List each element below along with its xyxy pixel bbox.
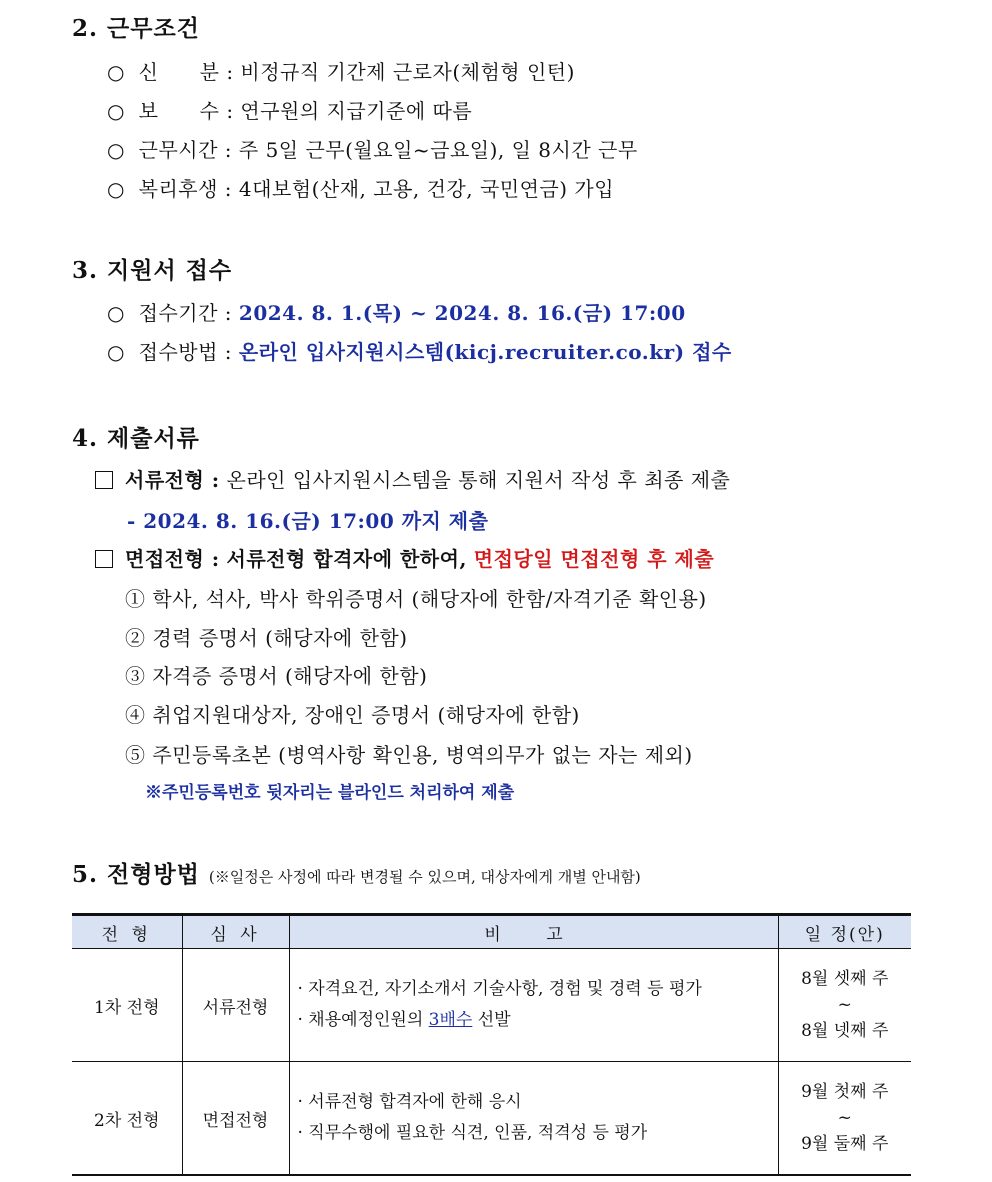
section-2-title: 2. 근무조건 <box>72 15 200 42</box>
circle-bullet-icon: ○ <box>107 177 125 201</box>
checkbox-icon <box>95 550 113 568</box>
section-5-header <box>72 856 641 889</box>
circle-bullet-icon: ○ <box>107 99 125 123</box>
schedule-sep: ~ <box>837 1108 852 1128</box>
list-item <box>107 56 575 85</box>
header-stage: 전 형 <box>72 915 182 949</box>
doc-deadline: - 2024. 8. 16.(금) 17:00 까지 제출 <box>127 509 489 533</box>
list-item: ④ 취업지원대상자, 장애인 증명서 (해당자에 한함) <box>125 703 580 727</box>
list-item: ① 학사, 석사, 박사 학위증명서 (해당자에 한함/자격기준 확인용) <box>125 587 707 611</box>
interview-red-text: 면접당일 면접전형 후 제출 <box>473 547 715 571</box>
header-review: 심 사 <box>182 915 289 949</box>
schedule-cell <box>778 949 911 1062</box>
doc-label: 서류전형 : <box>125 468 220 492</box>
circle-bullet-icon: ○ <box>107 60 125 84</box>
header-remarks: 비 고 <box>289 915 778 949</box>
work-hours: 근무시간 : 주 5일 근무(월요일~금요일), 일 8시간 근무 <box>138 138 638 162</box>
selection-table <box>72 913 911 1176</box>
remark-line <box>298 1005 777 1036</box>
interview-text: 서류전형 합격자에 한하여, <box>226 547 467 571</box>
table-row <box>72 1062 911 1176</box>
benefits: 복리후생 : 4대보험(산재, 고용, 건강, 국민연금) 가입 <box>138 177 615 201</box>
schedule-sep: ~ <box>837 995 852 1015</box>
doc-screening-row <box>95 464 730 493</box>
employment-type: 신 분 : 비정규직 기간제 근로자(체험형 인턴) <box>138 60 575 84</box>
remarks-cell <box>289 949 778 1062</box>
review-cell: 서류전형 <box>182 949 289 1062</box>
remark-pre: · 채용예정인원의 <box>297 1010 429 1030</box>
method-label: 접수방법 : <box>138 340 233 364</box>
list-item: ③ 자격증 증명서 (해당자에 한함) <box>125 664 428 688</box>
checkbox-icon <box>95 471 113 489</box>
section-3-title: 3. 지원서 접수 <box>72 257 233 284</box>
interview-label: 면접전형 : <box>125 547 220 571</box>
salary: 보 수 : 연구원의 지급기준에 따름 <box>138 99 473 123</box>
list-item <box>107 95 472 124</box>
circle-bullet-icon: ○ <box>107 138 125 162</box>
highlight-text: 3배수 <box>428 1010 473 1030</box>
schedule-end: 9월 둘째 주 <box>801 1134 889 1154</box>
stage-cell: 1차 전형 <box>72 949 182 1062</box>
list-item <box>107 297 686 326</box>
schedule-cell <box>778 1062 911 1176</box>
schedule-start: 8월 셋째 주 <box>801 969 889 989</box>
circle-bullet-icon: ○ <box>107 301 125 325</box>
note: ※주민등록번호 뒷자리는 블라인드 처리하여 제출 <box>145 783 515 803</box>
list-item <box>107 173 614 202</box>
header-schedule: 일 정(안) <box>778 915 911 949</box>
schedule-note: (※일정은 사정에 따라 변경될 수 있으며, 대상자에게 개별 안내함) <box>208 868 641 886</box>
doc-text: 온라인 입사지원시스템을 통해 지원서 작성 후 최종 제출 <box>226 468 731 492</box>
remark-line: · 직무수행에 필요한 식견, 인품, 적격성 등 평가 <box>297 1123 648 1143</box>
remark-line: · 자격요건, 자기소개서 기술사항, 경험 및 경력 등 평가 <box>297 979 702 999</box>
interview-row <box>95 543 714 572</box>
stage-cell: 2차 전형 <box>72 1062 182 1176</box>
list-item: ⑤ 주민등록초본 (병역사항 확인용, 병역의무가 없는 자는 제외) <box>125 743 693 767</box>
schedule-end: 8월 넷째 주 <box>801 1021 889 1041</box>
period-value: 2024. 8. 1.(목) ~ 2024. 8. 16.(금) 17:00 <box>238 301 686 325</box>
list-item: ② 경력 증명서 (해당자에 한함) <box>125 626 408 650</box>
remark-line: · 서류전형 합격자에 한해 응시 <box>297 1092 522 1112</box>
circle-bullet-icon: ○ <box>107 340 125 364</box>
section-4-title: 4. 제출서류 <box>72 425 200 452</box>
section-5-title: 5. 전형방법 <box>72 861 200 888</box>
review-cell: 면접전형 <box>182 1062 289 1176</box>
method-value: 온라인 입사지원시스템(kicj.recruiter.co.kr) 접수 <box>238 340 732 364</box>
table-row <box>72 949 911 1062</box>
list-item <box>107 336 732 365</box>
period-label: 접수기간 : <box>138 301 233 325</box>
remarks-cell <box>289 1062 778 1176</box>
remark-post: 선발 <box>472 1010 511 1030</box>
list-item <box>107 134 638 163</box>
table-header <box>72 915 911 949</box>
schedule-start: 9월 첫째 주 <box>801 1082 889 1102</box>
